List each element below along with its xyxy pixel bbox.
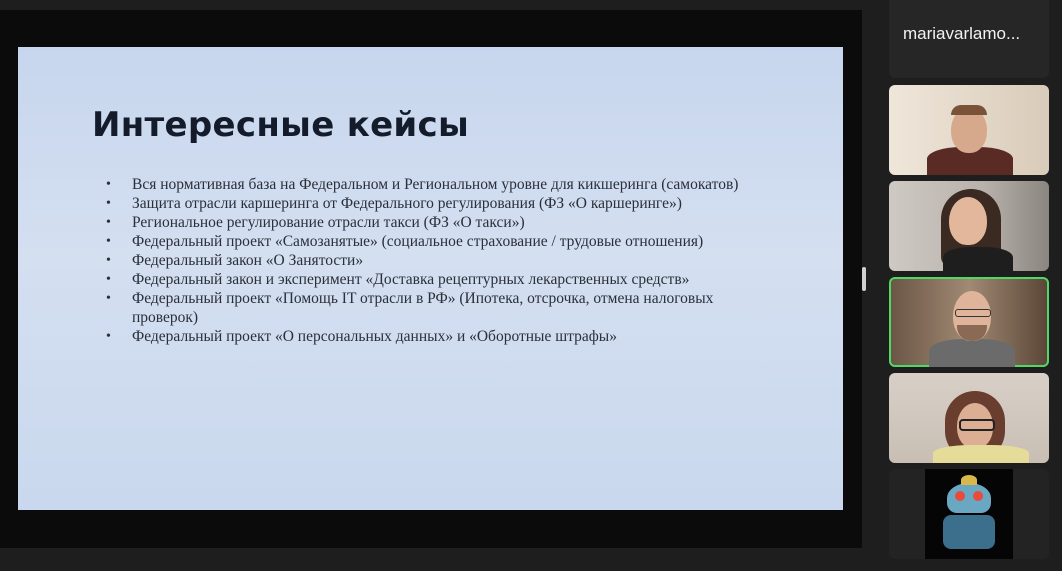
participant-video-tile[interactable] (889, 85, 1049, 175)
slide-bullet (106, 232, 766, 251)
participant-video-tile-active-speaker[interactable] (889, 277, 1049, 367)
presentation-slide (18, 47, 843, 510)
participant-bald-man-glasses (889, 277, 1049, 367)
bullet-text: Федеральный закон «О Занятости» (132, 252, 364, 269)
bullet-icon: • (106, 196, 111, 211)
bullet-icon: • (106, 272, 111, 287)
slide-bullet (106, 175, 766, 194)
slide-bullet (106, 194, 766, 213)
slide-bullet (106, 270, 766, 289)
bullet-text: Вся нормативная база на Федеральном и Региональном уровне для кикшеринга (самокатов) (132, 176, 739, 193)
slide-bullet (106, 251, 766, 270)
slide-bullet (106, 289, 766, 327)
bullet-text: Региональное регулирование отрасли такси (ФЗ «О такси») (132, 214, 525, 231)
slide-title: Интересные кейсы (92, 105, 470, 145)
participant-man-hoodie (889, 85, 1049, 175)
participant-name: mariavarlamo... (903, 24, 1021, 43)
participant-video-tile[interactable] (889, 181, 1049, 271)
slide-bullet (106, 327, 766, 346)
bullet-text: Федеральный проект «Самозанятые» (социальное страхование / трудовые отношения) (132, 233, 704, 250)
participant-woman-curly-glasses (889, 373, 1049, 463)
slide-bullet (106, 213, 766, 232)
bullet-icon: • (106, 215, 111, 230)
bullet-icon: • (106, 234, 111, 249)
bullet-icon: • (106, 329, 111, 344)
panel-resize-handle[interactable] (862, 267, 866, 291)
participant-name-tile[interactable] (889, 0, 1049, 78)
bullet-text: Федеральный закон и эксперимент «Доставка рецептурных лекарственных средств» (132, 271, 690, 288)
bullet-text: Федеральный проект «О персональных данных» и «Оборотные штрафы» (132, 328, 617, 345)
participant-avatar-character (889, 469, 1049, 559)
bullet-icon: • (106, 253, 111, 268)
bullet-icon: • (106, 291, 111, 306)
participant-woman-dark-hair (889, 181, 1049, 271)
bullet-text: Федеральный проект «Помощь IT отрасли в РФ» (Ипотека, отсрочка, отмена налоговых проверок) (132, 290, 714, 326)
participant-video-tile[interactable] (889, 373, 1049, 463)
screen-share-area (0, 10, 862, 548)
bullet-icon: • (106, 177, 111, 192)
participant-video-tile[interactable] (889, 469, 1049, 559)
bullet-text: Защита отрасли каршеринга от Федерального регулирования (ФЗ «О каршеринге») (132, 195, 682, 212)
slide-bullet-list (106, 175, 766, 346)
